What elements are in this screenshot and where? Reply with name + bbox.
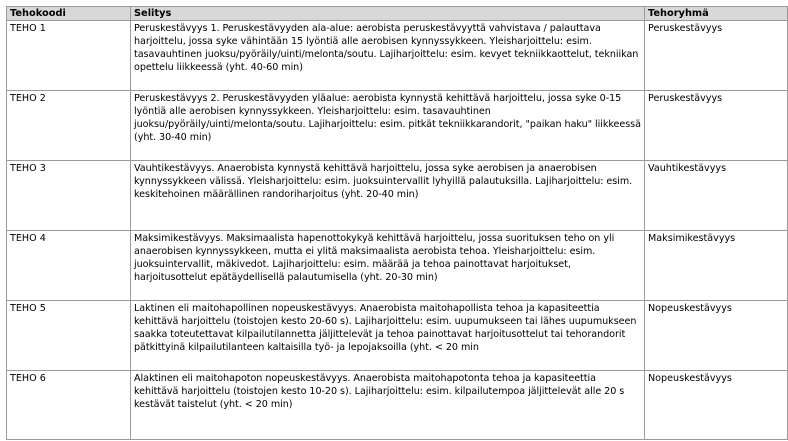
table-row-teho-3 xyxy=(7,161,788,231)
cell-group[interactable]: Nopeuskestävyys xyxy=(645,301,788,371)
header-tehoryhma[interactable]: Tehoryhmä xyxy=(645,7,788,21)
cell-group[interactable]: Maksimikestävyys xyxy=(645,231,788,301)
header-row xyxy=(7,7,788,21)
table-row-teho-6 xyxy=(7,371,788,440)
cell-group[interactable]: Vauhtikestävyys xyxy=(645,161,788,231)
cell-description[interactable]: Peruskestävyys 2. Peruskestävyyden yläalue: aerobista kynnystä kehittävä harjoittelu, jossa syke 0-15 lyöntiä alle aerobisen kynnyssykkeen. Yleisharjoittelu: esim. tasavauhtinen juoksu/pyöräily/uinti/melonta/soutu. Lajiharjoittelu: esim. pitkät tekniikkarandorit, "paikan haku" liikkeessä (yht. 30-40 min) xyxy=(131,91,645,161)
training-intensity-table xyxy=(6,6,788,440)
cell-description[interactable]: Peruskestävyys 1. Peruskestävyyden ala-alue: aerobista peruskestävyyttä vahvistava / palauttava harjoittelu, jossa syke vähintään 15 lyöntiä alle aerobisen kynnyssykkeen. Yleisharjoittelu: esim. tasavauhtinen juoksu/pyöräily/uinti/melonta/soutu. Lajiharjoittelu: esim. kevyet tekniikkaottelut, tekniikan opettelu liikkeessä (yht. 40-60 min) xyxy=(131,21,645,91)
header-tehokoodi[interactable]: Tehokoodi xyxy=(7,7,131,21)
cell-description[interactable]: Maksimikestävyys. Maksimaalista hapenottokykyä kehittävä harjoittelu, jossa suorituksen teho on yli anaerobisen kynnyssykkeen, mutta ei ylitä maksimaalista aerobista tehoa. Yleisharjoittelu: esim. juoksuintervallit, mäkivedot. Lajiharjoittelu: esim. määrää ja tehoa painottavat harjoitukset, harjoitusottelut epätäydellisellä palautumisella (yht. 20-30 min) xyxy=(131,231,645,301)
cell-code[interactable]: TEHO 1 xyxy=(7,21,131,91)
cell-code[interactable]: TEHO 3 xyxy=(7,161,131,231)
cell-group[interactable]: Nopeuskestävyys xyxy=(645,371,788,440)
header-selitys[interactable]: Selitys xyxy=(131,7,645,21)
cell-description[interactable]: Alaktinen eli maitohapoton nopeuskestävyys. Anaerobista maitohapotonta tehoa ja kapasiteettia kehittävä harjoittelu (toistojen kesto 10-20 s). Lajiharjoittelu: esim. kilpailutempoa jäljittelevät alle 20 s kestävät taistelut (yht. < 20 min) xyxy=(131,371,645,440)
cell-code[interactable]: TEHO 2 xyxy=(7,91,131,161)
cell-group[interactable]: Peruskestävyys xyxy=(645,91,788,161)
cell-description[interactable]: Laktinen eli maitohapollinen nopeuskestävyys. Anaerobista maitohapollista tehoa ja kapasiteettia kehittävä harjoittelu (toistojen kesto 20-60 s). Lajiharjoittelu: esim. uupumukseen tai lähes uupumukseen saakka toteutettavat kilpailutilannetta jäljittelevät ja tehoa painottavat harjoitusottelut tai tehorandorit pätkittyinä kilpailutilanteen kaltaisilla työ- ja lepojaksoilla (yht. < 20 min xyxy=(131,301,645,371)
table-row-teho-2 xyxy=(7,91,788,161)
table-row-teho-4 xyxy=(7,231,788,301)
cell-code[interactable]: TEHO 5 xyxy=(7,301,131,371)
cell-code[interactable]: TEHO 6 xyxy=(7,371,131,440)
cell-description[interactable]: Vauhtikestävyys. Anaerobista kynnystä kehittävä harjoittelu, jossa syke aerobisen ja anaerobisen kynnyssykkeen välissä. Yleisharjoittelu: esim. juoksuintervallit lyhyillä palautuksilla. Lajiharjoittelu: esim. keskitehoinen määrällinen randoriharjoitus (yht. 20-40 min) xyxy=(131,161,645,231)
cell-code[interactable]: TEHO 4 xyxy=(7,231,131,301)
table-row-teho-1 xyxy=(7,21,788,91)
cell-group[interactable]: Peruskestävyys xyxy=(645,21,788,91)
table-row-teho-5 xyxy=(7,301,788,371)
